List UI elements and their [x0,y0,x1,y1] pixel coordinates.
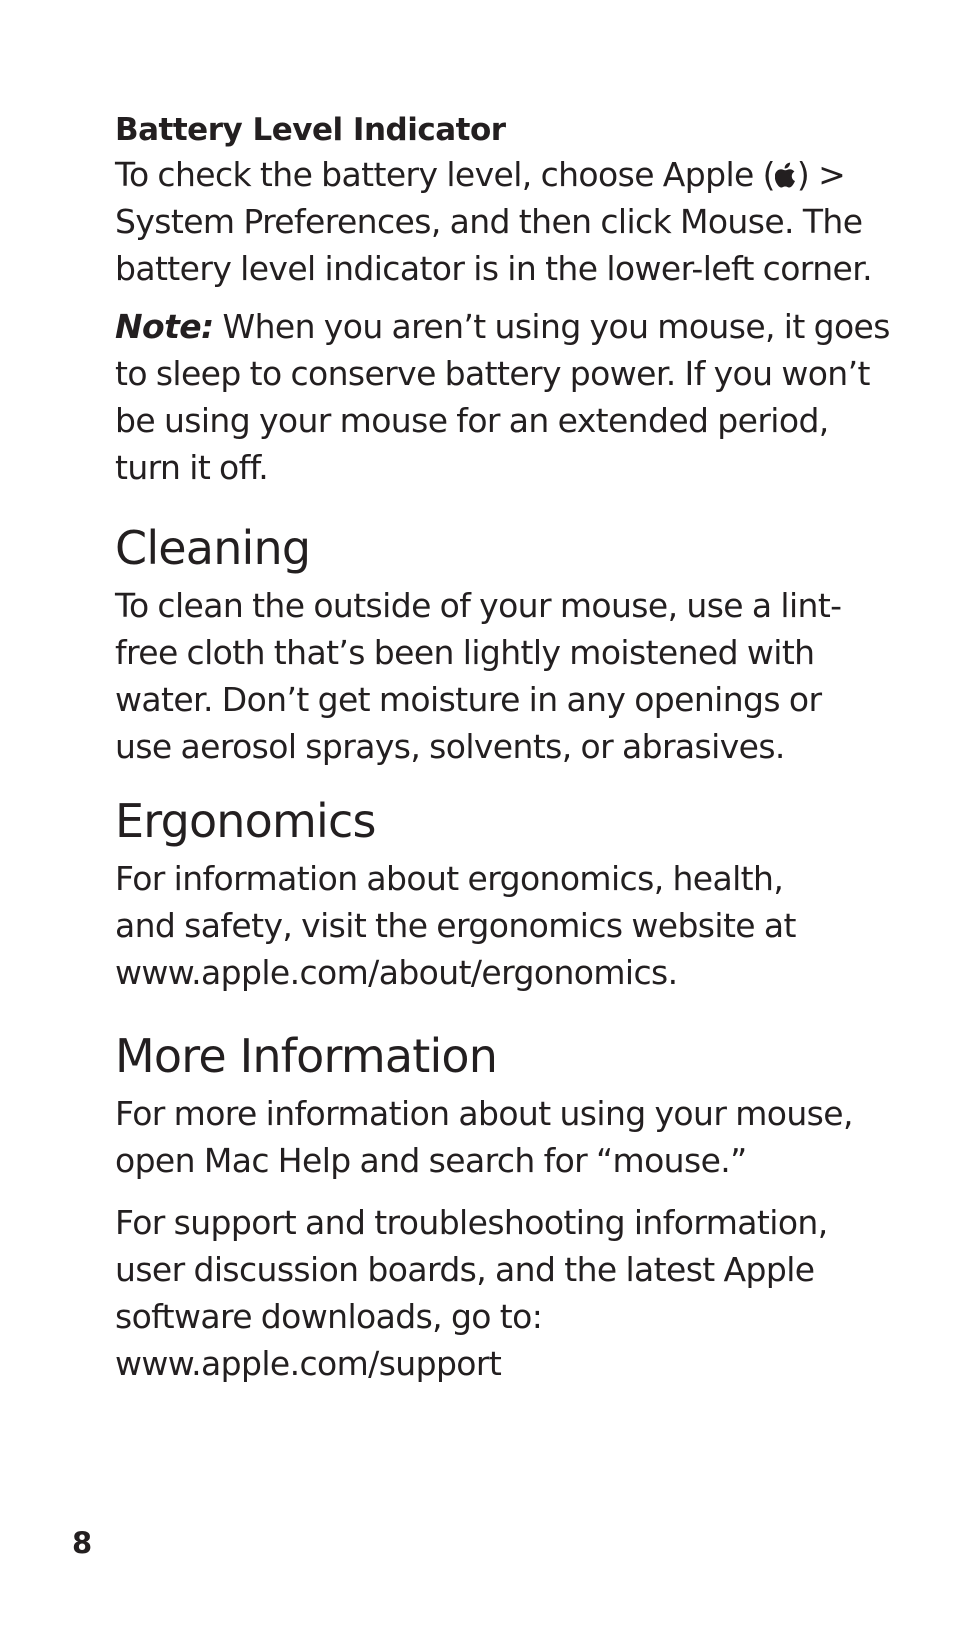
more-info-p2-line-3: software downloads, go to: [115,1297,543,1336]
cleaning-paragraph [115,582,842,770]
support-url: www.apple.com/support [115,1344,502,1383]
battery-subhead: Battery Level Indicator [115,112,506,148]
note-line-4: turn it off. [115,448,269,487]
cleaning-line-3: water. Don’t get moisture in any openings or [115,680,822,719]
note-label: Note: [115,307,214,346]
ergonomics-url: www.apple.com/about/ergonomics. [115,953,678,992]
cleaning-line-1: To clean the outside of your mouse, use a lint- [115,586,842,625]
note-paragraph [115,303,890,491]
note-line-2: to sleep to conserve battery power. If you won’t [115,354,870,393]
battery-line-3: battery level indicator is in the lower-left corner. [115,249,873,288]
ergonomics-paragraph [115,855,796,996]
more-info-paragraph-1 [115,1090,853,1184]
ergonomics-line-1: For information about ergonomics, health, [115,859,784,898]
cleaning-heading: Cleaning [115,521,311,575]
more-info-paragraph-2 [115,1199,828,1387]
note-line-3: be using your mouse for an extended period, [115,401,829,440]
ergonomics-line-2: and safety, visit the ergonomics website at [115,906,796,945]
more-info-heading: More Information [115,1029,498,1083]
cleaning-line-2: free cloth that’s been lightly moistened with [115,633,815,672]
more-info-p2-line-1: For support and troubleshooting information, [115,1203,828,1242]
cleaning-line-4: use aerosol sprays, solvents, or abrasives. [115,727,785,766]
ergonomics-heading: Ergonomics [115,794,376,848]
page-number: 8 [72,1526,93,1560]
battery-line-1: To check the battery level, choose Apple ( ) > [115,155,846,194]
apple-logo-icon [775,154,797,182]
more-info-p1-line-1: For more information about using your mouse, [115,1094,853,1133]
battery-paragraph [115,151,872,292]
battery-line-2: System Preferences, and then click Mouse. The [115,202,863,241]
more-info-p2-line-2: user discussion boards, and the latest Apple [115,1250,815,1289]
more-info-p1-line-2: open Mac Help and search for “mouse.” [115,1141,747,1180]
note-line-1: Note: When you aren’t using you mouse, it goes [115,307,890,346]
